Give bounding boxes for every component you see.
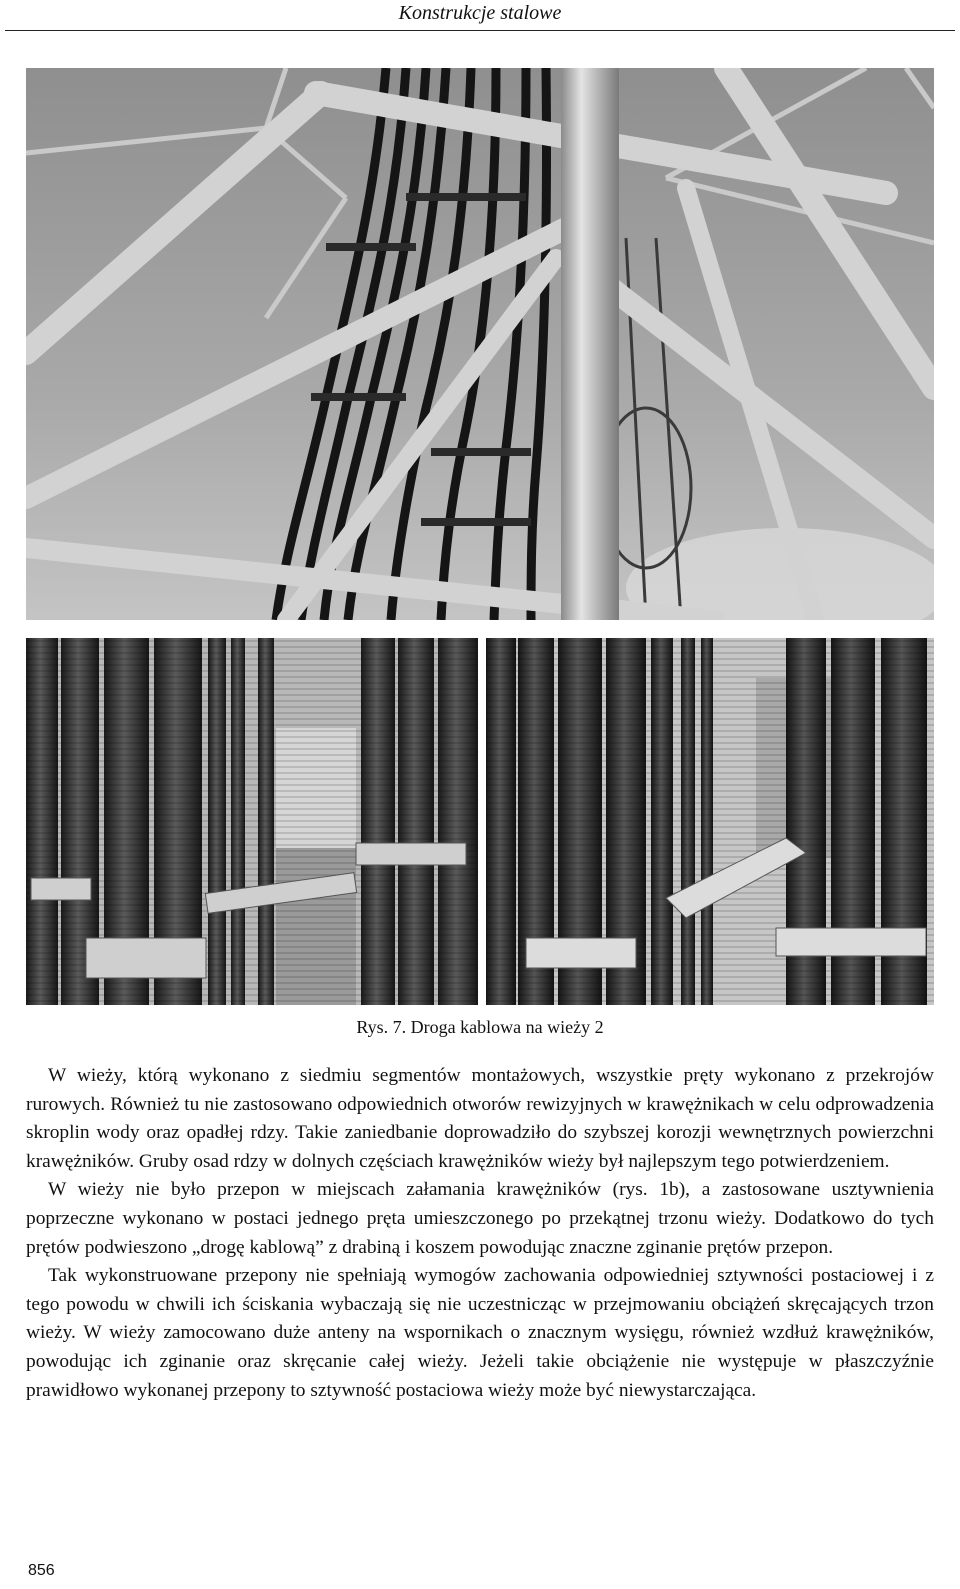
paragraph: Tak wykonstruowane przepony nie spełniają wymogów zachowania odpowiedniej sztywności postaciowej i z tego powodu w chwili ich ściskania wybaczają się nie uczestnicząc w przejmowaniu obciążeń skręcających trzon wieży. W wieży zamocowano duże anteny na wspornikach o znacznym wysięgu, również wzdłuż krawężników, powodując ich zginanie oraz skręcanie całej wieży. Jeżeli takie obciążenie nie występuje w płaszczyźnie prawidłowo wykonanej przepony to sztywność postaciowa wieży może być niewystarczająca. xyxy=(26,1265,934,1401)
running-header: Konstrukcje stalowe xyxy=(398,2,562,24)
tower-photo-graphic xyxy=(26,68,934,620)
figure-caption: Rys. 7. Droga kablowa na wieży 2 xyxy=(356,1017,604,1037)
paragraph: W wieży, którą wykonano z siedmiu segmentów montażowych, wszystkie pręty wykonano z przekrojów rurowych. Również tu nie zastosowano odpowiednich otworów rewizyjnych w krawężnikach w celu odprowadzenia skroplin wody oraz opadłej rdzy. Takie zaniedbanie doprowadziło do szybszej korozji wewnętrznych powierzchni krawężników. Gruby osad rdzy w dolnych częściach krawężników wieży był najlepszym tego potwierdzeniem. xyxy=(26,1065,934,1172)
main-pole xyxy=(561,68,619,620)
paragraph: W wieży nie było przepon w miejscach załamania krawężników (rys. 1b), a zastosowane usztywnienia poprzeczne wykonano w postaci jednego pręta umieszczonego po przekątnej trzonu wieży. Dodatkowo do tych prętów podwieszono „drogę kablową” z drabiną i koszem powodując znaczne zginanie prętów przepon. xyxy=(26,1179,934,1258)
photo-tower-cable-route xyxy=(26,68,934,620)
header-rule xyxy=(5,30,955,31)
photo-cable-bracket-right xyxy=(486,638,934,1005)
photo-cable-clamps-left xyxy=(26,638,478,1005)
cables-right-graphic xyxy=(486,638,934,1005)
cables-left-graphic xyxy=(26,638,478,1005)
page-number: 856 xyxy=(28,1562,55,1579)
body-text xyxy=(26,1062,934,1405)
